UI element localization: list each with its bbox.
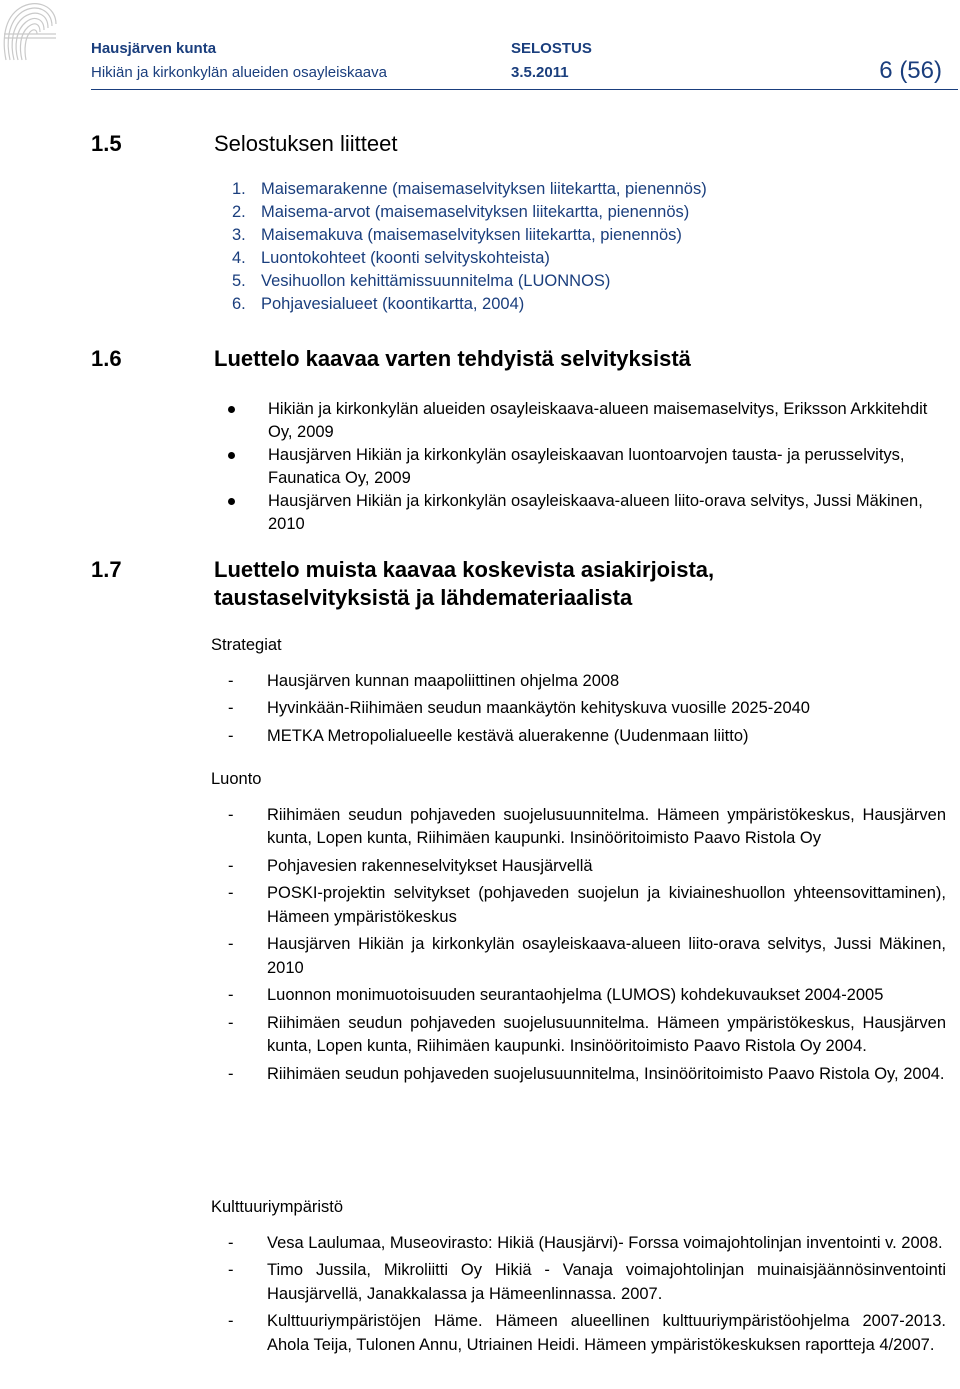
list-item: - Hausjärven kunnan maapoliittinen ohjelma 2008 — [228, 671, 620, 690]
list-item: - Riihimäen seudun pohjaveden suojelusuunnitelma. Hämeen ympäristökeskus, Hausjärven kunta, Lopen kunta, Riihimäen kaupunki. Insinööritoimisto Paavo Ristola Oy — [228, 805, 946, 847]
bullet-icon — [228, 452, 235, 459]
list-item: - Riihimäen seudun pohjaveden suojelusuunnitelma. Hämeen ympäristökeskus, Hausjärven kunta, Lopen kunta, Riihimäen kaupunki. Insinööritoimisto Paavo Ristola Oy 2004. — [228, 1013, 946, 1055]
section-number: 1.5 — [91, 131, 122, 156]
group-kulttuuriymparisto — [211, 1196, 946, 1361]
header-organization: Hausjärven kunta — [91, 40, 217, 57]
list-item: - Vesa Laulumaa, Museovirasto: Hikiä (Hausjärvi)- Forssa voimajohtolinjan inventointi v. 2008. — [228, 1233, 943, 1252]
section-heading-1-5 — [91, 130, 397, 158]
list-item: - Timo Jussila, Mikroliitti Oy Hikiä - Vanaja voimajohtolinjan muinaisjäännösinventointi Hausjärvellä, Janakkalassa ja Hämeenlinnassa. 2007. — [228, 1261, 946, 1303]
bullet-icon — [228, 498, 235, 505]
list-item: 1. Maisemarakenne (maisemaselvityksen liitekartta, pienennös) — [232, 180, 707, 198]
list-item: 4. Luontokohteet (koonti selvityskohteista) — [232, 249, 550, 267]
section-heading-1-7 — [91, 556, 714, 612]
group-luonto — [211, 768, 946, 1090]
list-item: Hausjärven Hikiän ja kirkonkylän osayleiskaava-alueen liito-orava selvitys, Jussi Mäkinen, 2010 — [228, 490, 944, 536]
section-title: Selostuksen liitteet — [214, 131, 398, 156]
bullet-icon — [228, 406, 235, 413]
section-number: 1.6 — [91, 346, 122, 371]
list-item: Hausjärven Hikiän ja kirkonkylän osayleiskaavan luontoarvojen tausta- ja perusselvitys, Faunatica Oy, 2009 — [228, 444, 944, 490]
list-item: - METKA Metropolialueelle kestävä aluerakenne (Uudenmaan liitto) — [228, 726, 749, 745]
list-item: - POSKI-projektin selvitykset (pohjaveden suojelun ja kiviaineshuollon yhteensovittaminen), Hämeen ympäristökeskus — [228, 884, 946, 926]
list-item: 6. Pohjavesialueet (koontikartta, 2004) — [232, 295, 525, 313]
list-item: - Kulttuuriympäristöjen Häme. Hämeen alueellinen kulttuuriympäristöohjelma 2007-2013. Ahola Teija, Tulonen Annu, Utriainen Heidi. Hämeen ympäristökeskuksen raportteja 4/2007. — [228, 1312, 946, 1354]
list-item: - Hyvinkään-Riihimäen seudun maankäytön kehityskuva vuosille 2025-2040 — [228, 699, 810, 717]
section-title: Luettelo kaavaa varten tehdyistä selvityksistä — [214, 346, 691, 371]
list-item: - Pohjavesien rakenneselvitykset Hausjärvellä — [228, 856, 593, 875]
list-item: - Hausjärven Hikiän ja kirkonkylän osayleiskaava-alueen liito-orava selvitys, Jussi Mäkinen, 2010 — [228, 935, 946, 977]
list-item: 5. Vesihuollon kehittämissuunnitelma (LUONNOS) — [232, 272, 611, 290]
page-number: 6 (56) — [879, 57, 942, 84]
survey-list — [228, 398, 944, 536]
header-doc-type: SELOSTUS — [511, 40, 592, 57]
group-title: Strategiat — [211, 636, 282, 654]
group-title: Kulttuuriympäristö — [211, 1198, 344, 1216]
section-title-line-2: taustaselvityksistä ja lähdemateriaalista — [214, 585, 633, 610]
group-title: Luonto — [211, 770, 262, 788]
list-item: - Riihimäen seudun pohjaveden suojelusuunnitelma, Insinööritoimisto Paavo Ristola Oy, 2004. — [228, 1064, 945, 1083]
e-logo-icon — [0, 0, 58, 62]
section-title-line-1: Luettelo muista kaavaa koskevista asiakirjoista, — [214, 557, 715, 582]
group-strategiat — [211, 634, 946, 752]
appendix-list — [232, 178, 707, 316]
section-number: 1.7 — [91, 557, 122, 582]
list-item: 3. Maisemakuva (maisemaselvityksen liitekartta, pienennös) — [232, 226, 682, 244]
section-heading-1-6 — [91, 345, 691, 373]
header-date: 3.5.2011 — [511, 64, 569, 81]
header-divider — [91, 89, 958, 90]
list-item: 2. Maisema-arvot (maisemaselvityksen liitekartta, pienennös) — [232, 203, 690, 221]
list-item: - Luonnon monimuotoisuuden seurantaohjelma (LUMOS) kohdekuvaukset 2004-2005 — [228, 986, 884, 1004]
list-item: Hikiän ja kirkonkylän alueiden osayleiskaava-alueen maisemaselvitys, Eriksson Arkkitehdit Oy, 2009 — [228, 398, 944, 444]
header-plan-name: Hikiän ja kirkonkylän alueiden osayleiskaava — [91, 64, 387, 81]
